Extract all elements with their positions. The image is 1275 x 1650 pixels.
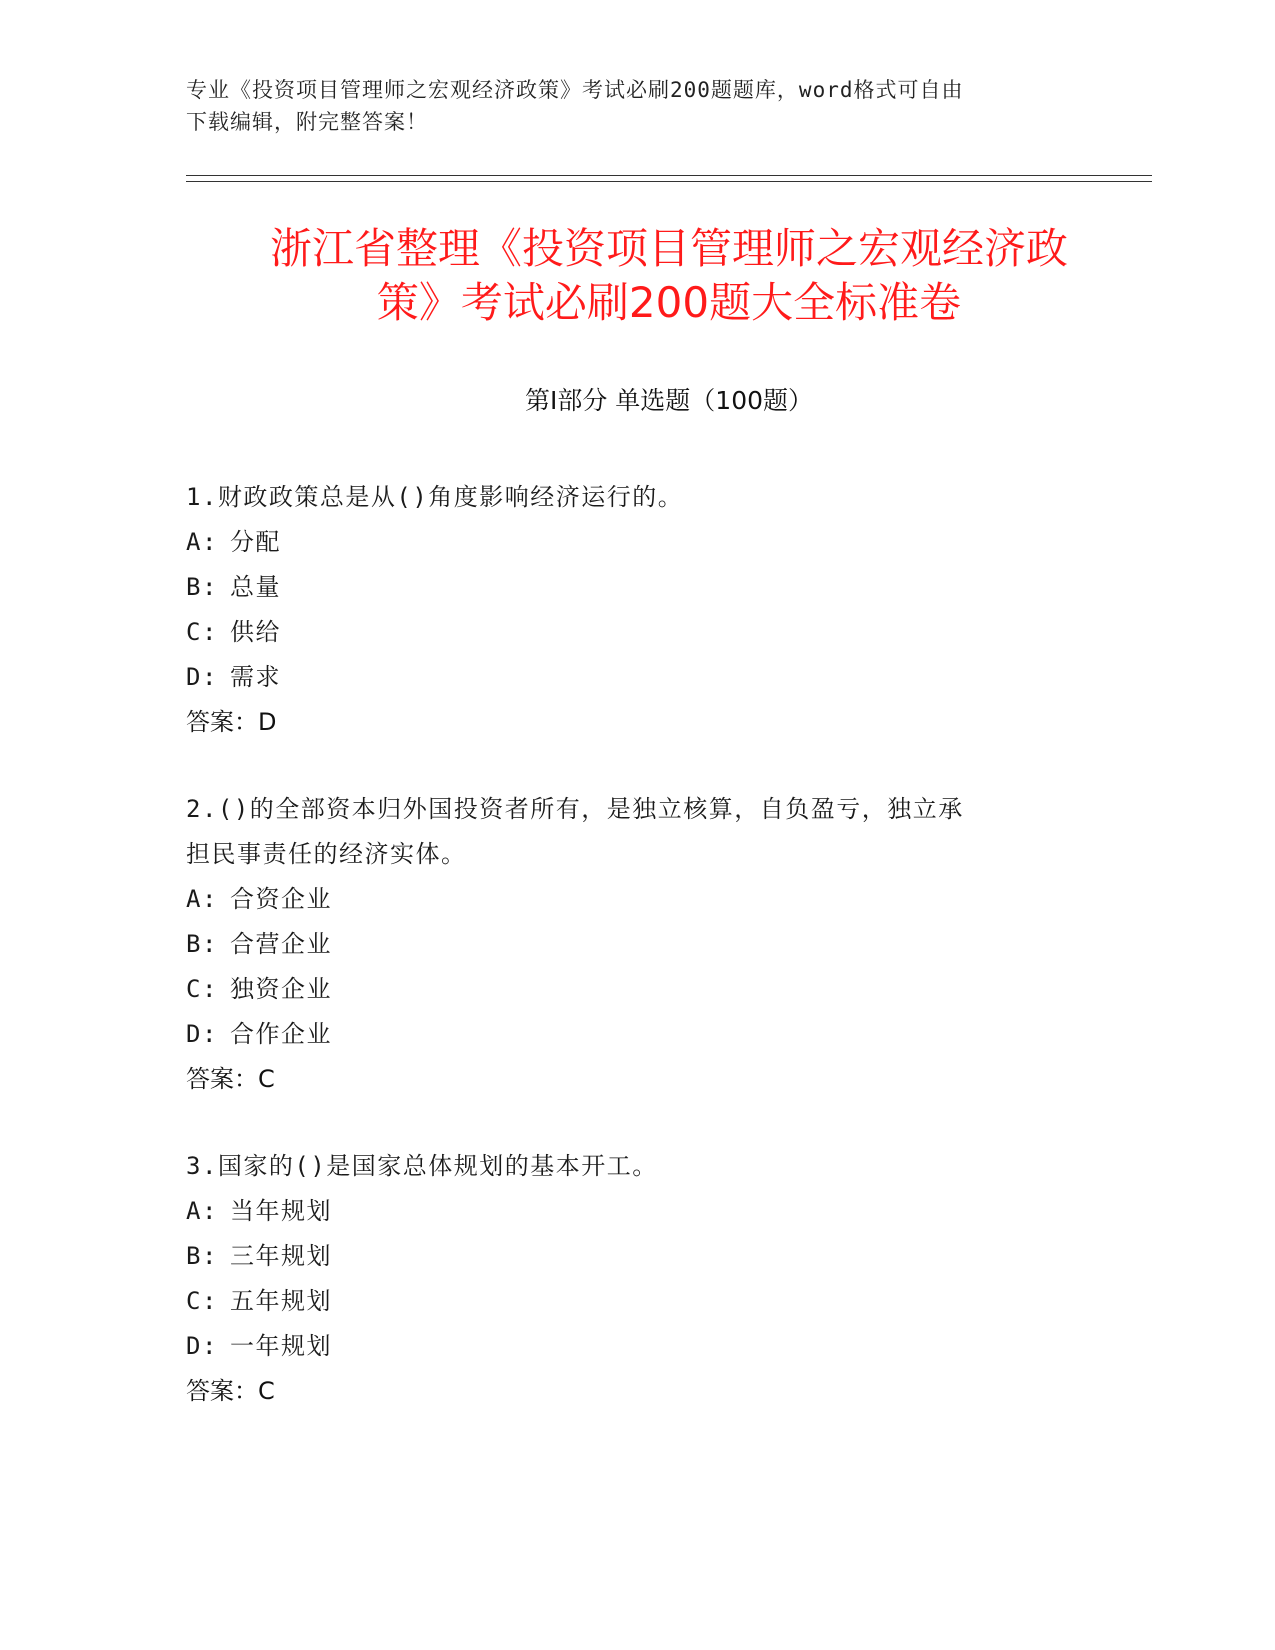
option-d (186, 1324, 1066, 1369)
option-b (186, 922, 1066, 967)
answer-line (186, 1369, 1066, 1414)
option-text: 五年规划 (230, 1287, 332, 1315)
section-title: 第Ⅰ部分 单选题（100题） (524, 386, 814, 415)
question-3 (186, 1144, 1066, 1414)
option-key: C: (186, 975, 218, 1003)
question-stem-line-1: 3.国家的()是国家总体规划的基本开工。 (186, 1152, 658, 1180)
option-d (186, 655, 1066, 700)
answer-value: C (258, 1065, 275, 1093)
option-key: B: (186, 573, 218, 601)
answer-line (186, 1057, 1066, 1102)
option-key: A: (186, 885, 218, 913)
option-text: 合营企业 (230, 930, 332, 958)
option-key: B: (186, 930, 218, 958)
option-key: A: (186, 528, 218, 556)
option-text: 供给 (230, 618, 281, 646)
answer-value: C (258, 1377, 275, 1405)
question-stem (186, 1144, 1066, 1189)
question-stem (186, 787, 1066, 877)
question-stem-line-1: 1.财政政策总是从()角度影响经济运行的。 (186, 483, 684, 511)
option-key: C: (186, 618, 218, 646)
header-rule-top (186, 175, 1152, 176)
document-title-line-1: 浙江省整理《投资项目管理师之宏观经济政 (269, 224, 1068, 273)
option-b (186, 565, 1066, 610)
option-a (186, 520, 1066, 565)
answer-label: 答案： (186, 1377, 258, 1405)
option-text: 一年规划 (230, 1332, 332, 1360)
question-stem-line-2: 担民事责任的经济实体。 (186, 840, 467, 868)
option-b (186, 1234, 1066, 1279)
option-c (186, 967, 1066, 1012)
option-key: D: (186, 663, 218, 691)
option-text: 分配 (230, 528, 281, 556)
answer-value: D (258, 708, 277, 736)
answer-label: 答案： (186, 708, 258, 736)
option-key: D: (186, 1332, 218, 1360)
option-text: 总量 (230, 573, 281, 601)
question-stem-line-1: 2.()的全部资本归外国投资者所有，是独立核算，自负盈亏，独立承 (186, 795, 964, 823)
option-c (186, 610, 1066, 655)
option-key: A: (186, 1197, 218, 1225)
option-key: C: (186, 1287, 218, 1315)
option-a (186, 1189, 1066, 1234)
option-text: 合资企业 (230, 885, 332, 913)
question-1 (186, 475, 1066, 745)
header-rule-bottom (186, 181, 1152, 182)
option-key: D: (186, 1020, 218, 1048)
document-title (186, 222, 1152, 330)
option-c (186, 1279, 1066, 1324)
option-key: B: (186, 1242, 218, 1270)
header-note (186, 74, 1066, 138)
option-text: 独资企业 (230, 975, 332, 1003)
option-text: 合作企业 (230, 1020, 332, 1048)
option-text: 三年规划 (230, 1242, 332, 1270)
question-2 (186, 787, 1066, 1102)
answer-line (186, 700, 1066, 745)
answer-label: 答案： (186, 1065, 258, 1093)
option-text: 需求 (230, 663, 281, 691)
option-d (186, 1012, 1066, 1057)
document-title-line-2: 策》考试必刷200题大全标准卷 (376, 278, 962, 327)
question-list (186, 475, 1066, 1456)
header-note-line-2: 下载编辑，附完整答案！ (186, 110, 428, 134)
header-note-line-1: 专业《投资项目管理师之宏观经济政策》考试必刷200题题库，word格式可自由 (186, 78, 964, 102)
option-text: 当年规划 (230, 1197, 332, 1225)
question-stem (186, 475, 1066, 520)
option-a (186, 877, 1066, 922)
